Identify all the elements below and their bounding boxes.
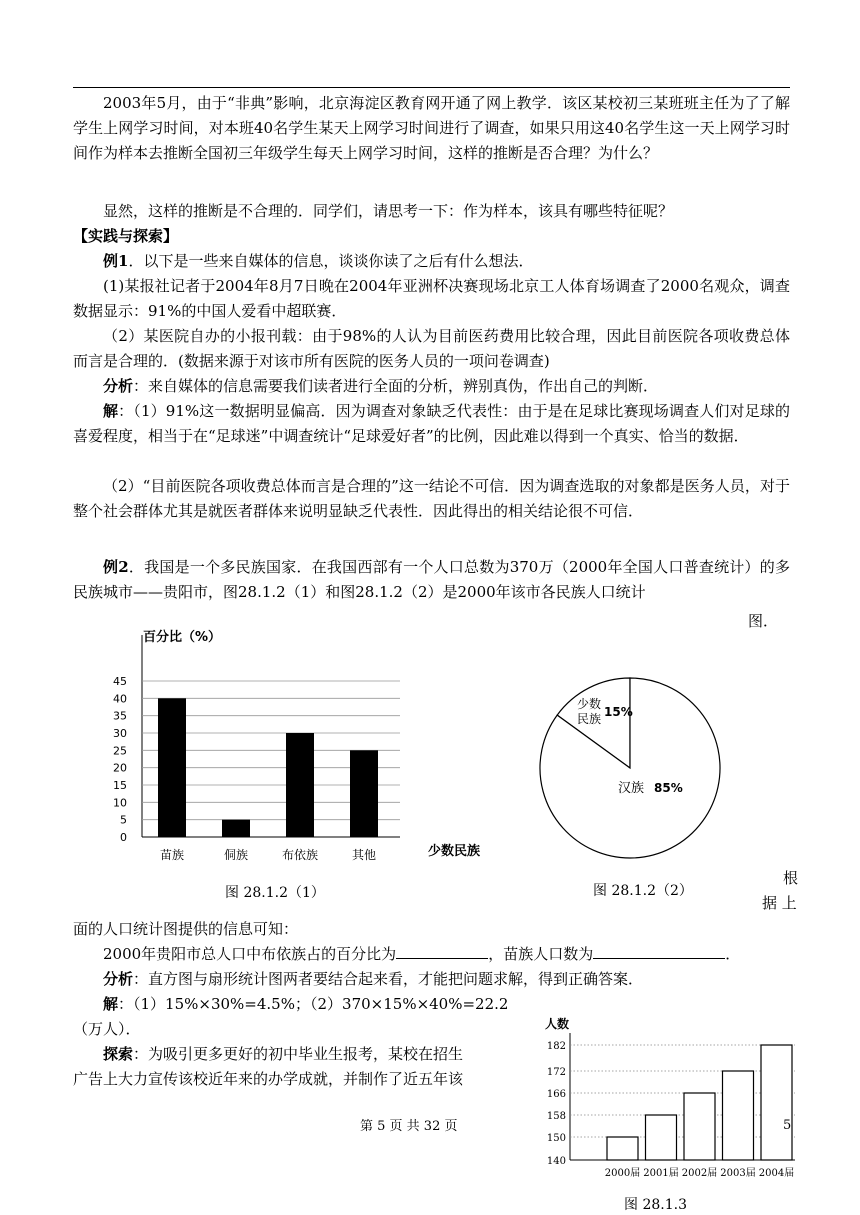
- bar: [222, 820, 250, 837]
- intro-paragraph-2: 显然，这样的推断是不合理的．同学们，请思考一下：作为样本，该具有哪些特征呢？: [103, 202, 674, 220]
- question-line: [73, 942, 790, 967]
- page-footer: 第 5 页 共 32 页: [360, 1119, 458, 1134]
- pie-slice-minority-value: 15%: [604, 705, 633, 719]
- header-rule: [73, 87, 790, 88]
- y-tick-label: 25: [113, 744, 127, 758]
- explore-label: 探索: [103, 1045, 134, 1063]
- bar: [646, 1115, 677, 1160]
- side-text-2: 据 上: [762, 894, 797, 912]
- enrollment-bar-chart: [540, 1013, 810, 1213]
- chart-1-caption: 图 28.1.2（1）: [225, 885, 325, 901]
- solution-1: [73, 399, 790, 449]
- bar: [158, 698, 186, 837]
- y-axis-label: 人数: [545, 1017, 570, 1031]
- x-tick-label: 其他: [351, 848, 377, 862]
- question-part-a: 2000年贵阳市总人口中布依族占的百分比为: [103, 945, 397, 963]
- x-tick-label: 2000届: [604, 1168, 641, 1179]
- bar: [607, 1137, 638, 1160]
- y-tick-label: 150: [546, 1133, 566, 1144]
- y-axis-label: 百分比（%）: [143, 630, 222, 645]
- explore-line-2: 广告上大力宣传该校近年来的办学成就，并制作了近五年该: [73, 1070, 464, 1088]
- y-tick-label: 40: [113, 692, 127, 706]
- solution-3-label: 解: [103, 995, 119, 1013]
- x-axis-label: 少数民族: [428, 844, 481, 859]
- explore-text-1: ：为吸引更多更好的初中毕业生报考，某校在招生: [133, 1045, 464, 1063]
- example-2-label: 例2: [103, 558, 129, 576]
- analysis-label: 分析: [103, 377, 134, 395]
- y-tick-label: 182: [546, 1041, 566, 1052]
- explore-line-1: [73, 1042, 523, 1067]
- x-tick-label: 2004届: [758, 1168, 795, 1179]
- x-tick-label: 布依族: [281, 848, 319, 862]
- example-2-text: ．我国是一个多民族国家．在我国西部有一个人口总数为370万（2000年全国人口普查统计）的多民族城市——贵阳市，图28.1.2（1）和图28.1.2（2）是2000年该市各民族人口统计: [73, 558, 790, 601]
- example-1-intro: [73, 249, 790, 274]
- ethnic-bar-chart: [95, 625, 515, 905]
- solution-label: 解: [103, 402, 119, 420]
- y-tick-label: 0: [120, 831, 127, 844]
- question-end: ．: [725, 945, 741, 963]
- analysis-1: [73, 374, 790, 399]
- chart-3-caption: 图 28.1.3: [624, 1197, 687, 1213]
- y-tick-label: 45: [113, 675, 127, 688]
- pie-slice-han-value: 85%: [654, 781, 683, 795]
- answer-blank-1[interactable]: [396, 942, 488, 959]
- solution-3-text: ：（1）15%×30%=4.5%；（2）370×15%×40%=22.2: [118, 995, 509, 1013]
- bar: [350, 750, 378, 837]
- bar: [723, 1071, 754, 1160]
- solution-2: （2）“目前医院各项收费总体而言是合理的”这一结论不可信．因为调查选取的对象都是医务人员，对于整个社会群体尤其是就医者群体来说明显缺乏代表性．因此得出的相关结论很不可信．: [73, 477, 790, 520]
- y-tick-label: 15: [113, 779, 127, 792]
- analysis-2: [73, 967, 790, 992]
- x-tick-label: 2001届: [643, 1168, 679, 1179]
- x-tick-label: 侗族: [223, 848, 249, 862]
- bar: [286, 733, 314, 837]
- x-tick-label: 苗族: [159, 848, 185, 862]
- y-tick-label: 35: [113, 709, 127, 723]
- y-tick-label: 20: [113, 761, 127, 775]
- analysis-1-text: ：来自媒体的信息需要我们读者进行全面的分析，辨别真伪，作出自己的判断．: [133, 377, 659, 395]
- solution-3-cont: （万人）．: [73, 1020, 141, 1038]
- solution-1-text: ：（1）91%这一数据明显偏高．因为调查对象缺乏代表性：由于是在足球比赛现场调查人们对足球的喜爱程度，相当于在“足球迷”中调查统计“足球爱好者”的比例，因此难以得到一个真实、恰当的数据．: [73, 402, 790, 445]
- bar: [684, 1093, 715, 1160]
- example-1-label: 例1: [103, 252, 129, 270]
- intro-paragraph-1: 2003年5月，由于“非典”影响，北京海淀区教育网开通了网上教学．该区某校初三某班班主任为了了解学生上网学习时间，对本班40名学生某天上网学习时间进行了调查，如果只用这40名学生这一天上网学习时间作为样本去推断全国初三年级学生每天上网学习时间，这样的推断是否合理？为什么？: [73, 94, 790, 162]
- question-part-b: ，苗族人口数为: [488, 945, 594, 963]
- analysis-2-text: ：直方图与扇形统计图两者要结合起来看，才能把问题求解，得到正确答案．: [133, 970, 644, 988]
- side-text-1: 根: [783, 869, 799, 887]
- after-charts-text: 面的人口统计图提供的信息可知：: [73, 920, 299, 938]
- example-2-intro: [73, 555, 790, 605]
- y-tick-label: 140: [546, 1156, 566, 1167]
- example-1-item-2: （2）某医院自办的小报刊载：由于98%的人认为目前医药费用比较合理，因此目前医院各项收费总体而言是合理的．(数据来源于对该市所有医院的医务人员的一项问卷调查): [73, 327, 790, 370]
- y-tick-label: 166: [546, 1089, 566, 1100]
- pie-slice-han-label: 汉族: [618, 781, 645, 796]
- chart-2-caption: 图 28.1.2（2）: [593, 883, 693, 899]
- y-tick-label: 10: [113, 796, 127, 810]
- x-tick-label: 2002届: [681, 1168, 718, 1179]
- pie-slice-minority-label-2: 民族: [577, 712, 602, 726]
- x-tick-label: 2003届: [720, 1168, 756, 1179]
- analysis-2-label: 分析: [103, 970, 134, 988]
- y-tick-label: 5: [120, 813, 127, 827]
- y-tick-label: 172: [546, 1067, 566, 1078]
- example-1-item-1: (1)某报社记者于2004年8月7日晚在2004年亚洲杯决赛现场北京工人体育场调查了2000名观众，调查数据显示：91%的中国人爱看中超联赛．: [73, 277, 790, 320]
- y-tick-label: 158: [546, 1111, 566, 1122]
- example-2-text-end: 图．: [748, 612, 779, 630]
- pie-slice-minority-label-1: 少数: [577, 697, 602, 711]
- section-title: 【实践与探索】: [73, 227, 179, 245]
- ethnic-pie-chart: [530, 662, 730, 902]
- solution-3: [73, 992, 523, 1017]
- chart-3-annotation: 5: [783, 1118, 792, 1133]
- bar: [761, 1045, 792, 1160]
- answer-blank-2[interactable]: [593, 942, 725, 959]
- example-1-text: ．以下是一些来自媒体的信息，谈谈你读了之后有什么想法．: [128, 252, 534, 270]
- y-tick-label: 30: [113, 727, 127, 740]
